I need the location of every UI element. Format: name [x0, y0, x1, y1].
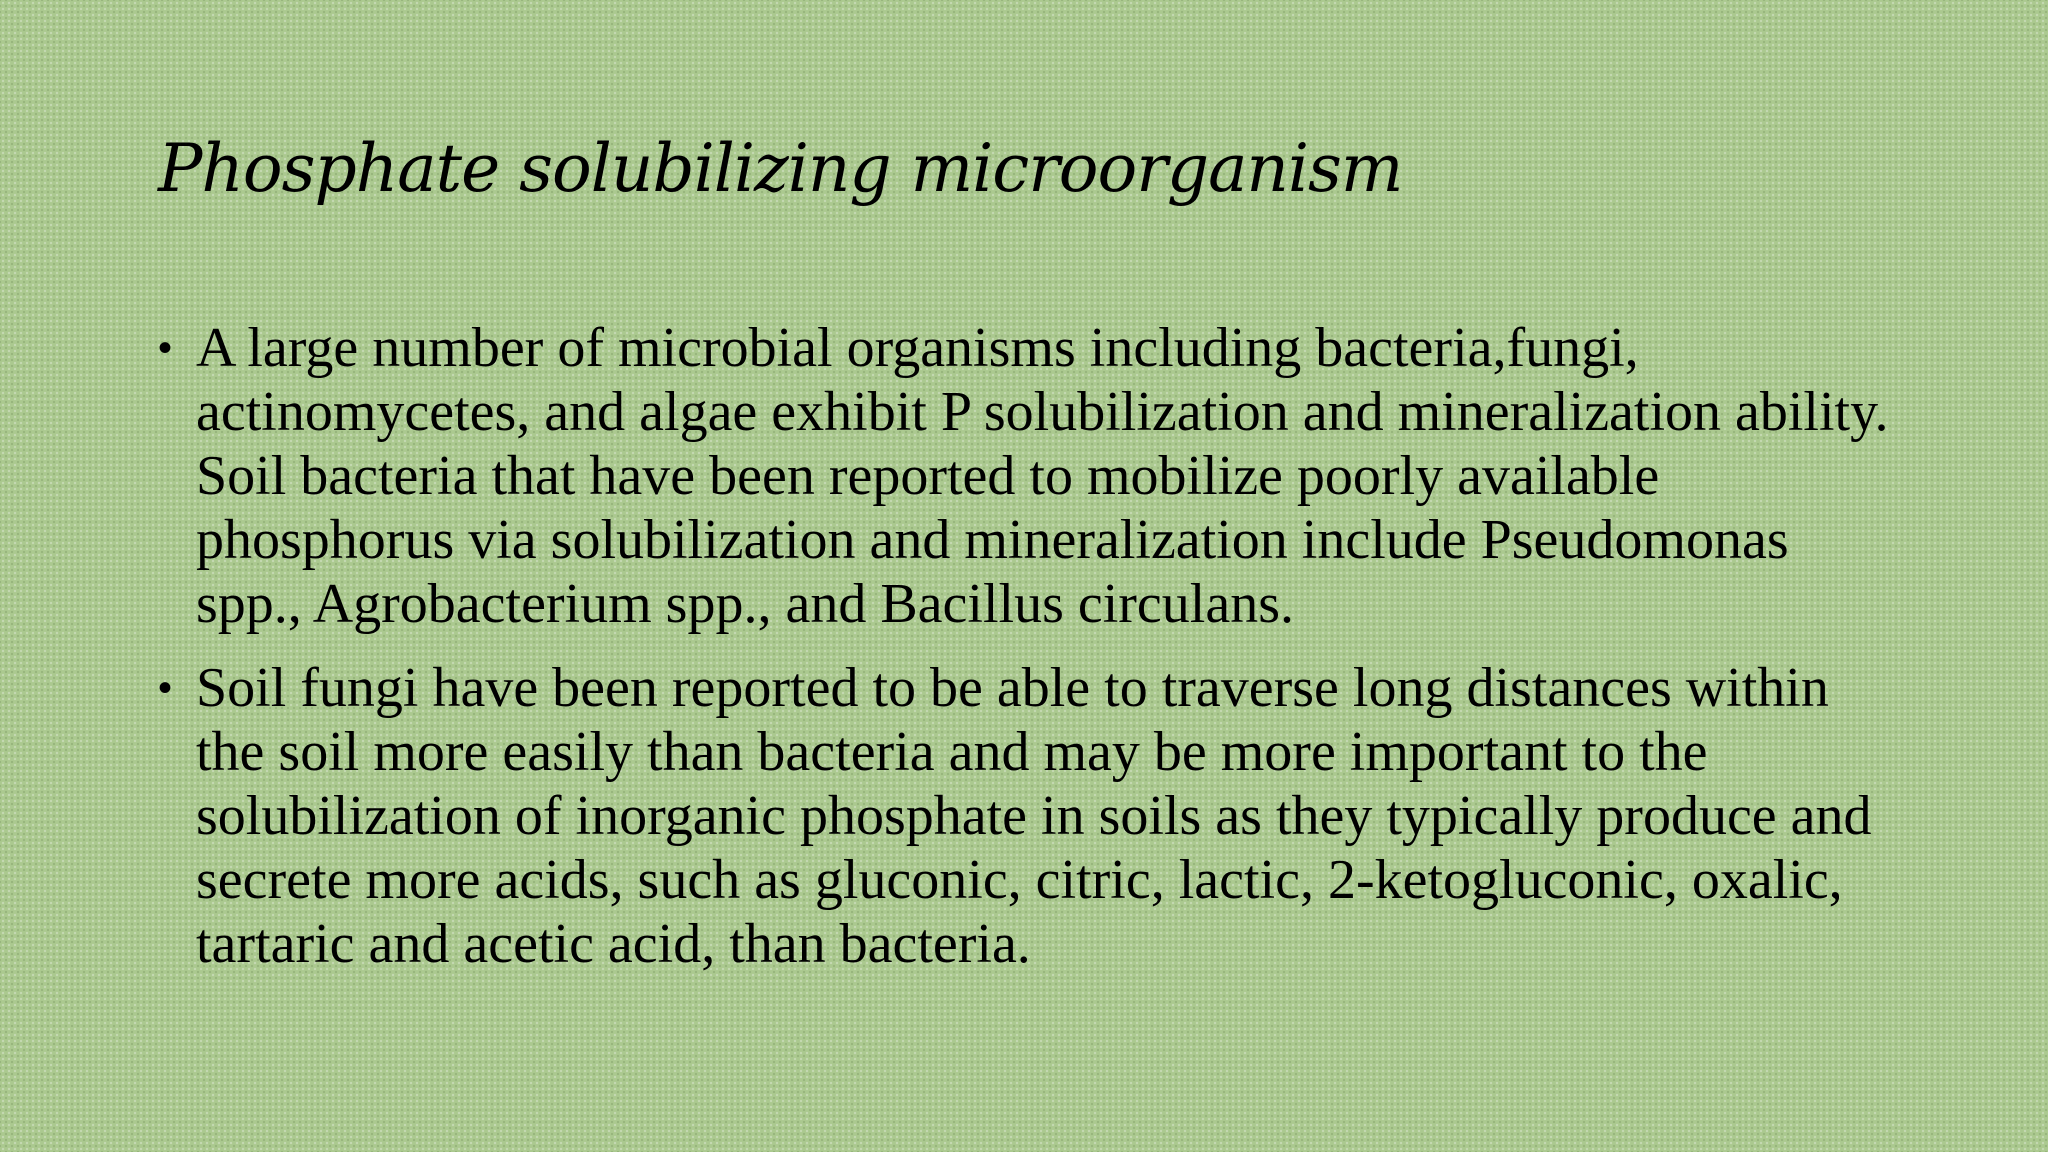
bullet-item	[158, 316, 1898, 636]
bullet-marker: •	[158, 326, 173, 370]
bullet-text: Soil fungi have been reported to be able to traverse long distances within the soil more easily than bacteria and may be more important to the solubilization of inorganic phosphate in soils as they typically produce and secrete more acids, such as gluconic, citric, lactic, 2-ketogluconic, oxalic, tartaric and acetic acid, than bacteria.	[196, 657, 1872, 975]
bullet-list	[158, 316, 1898, 996]
bullet-item	[158, 656, 1898, 976]
bullet-text: A large number of microbial organisms including bacteria,fungi, actinomycetes, and algae exhibit P solubilization and mineralization ability. Soil bacteria that have been reported to mobilize poorly available phosphorus via solubilization and mineralization include Pseudomonas spp., Agrobacterium spp., and Bacillus circulans.	[196, 317, 1889, 635]
slide-title: Phosphate solubilizing microorganism	[158, 130, 1403, 207]
bullet-marker: •	[158, 666, 173, 710]
